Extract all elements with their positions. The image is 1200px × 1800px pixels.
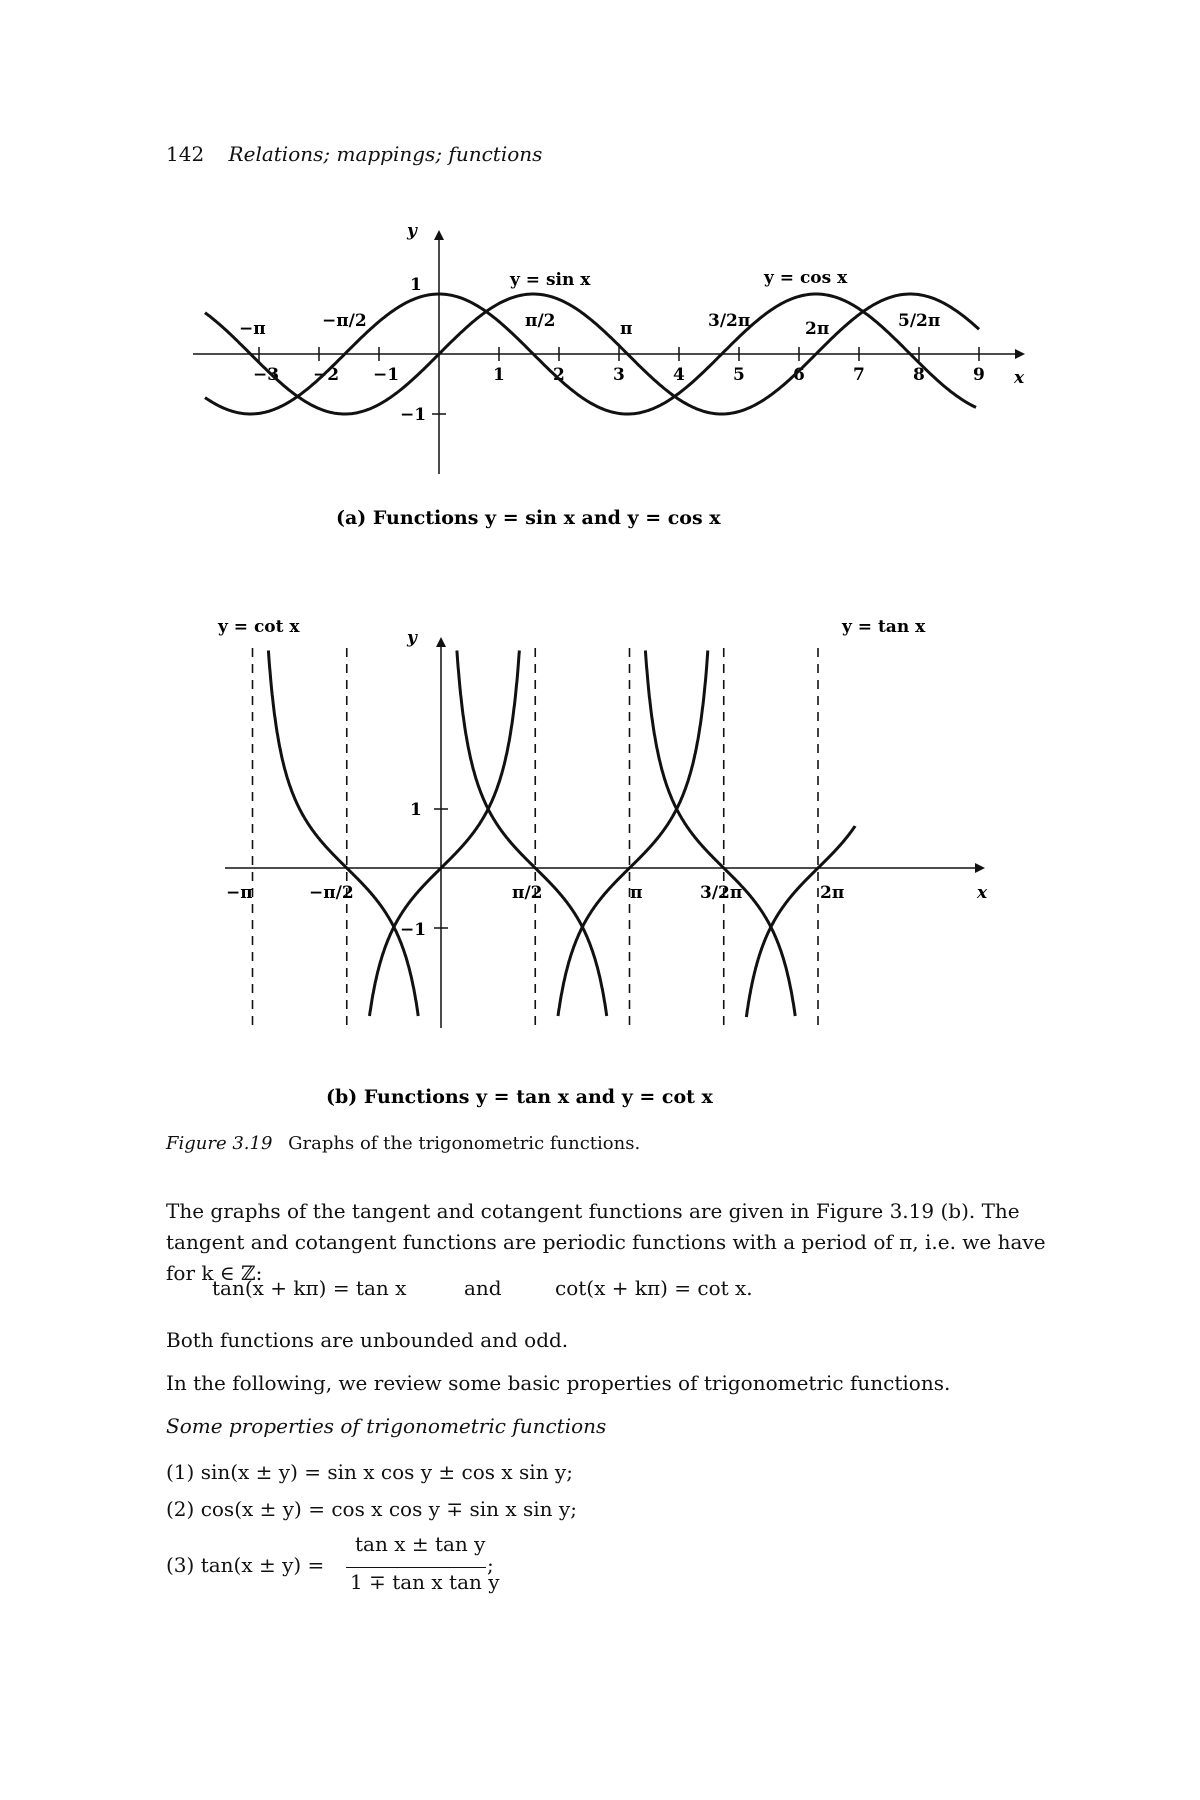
x-tick-label-a: −3	[253, 365, 280, 385]
x-tick-label-a: 8	[913, 365, 925, 385]
cot-curves	[268, 651, 795, 1017]
figure-caption	[166, 1133, 640, 1154]
caption-a: (a) Functions y = sin x and y = cos x	[336, 507, 721, 529]
property-2: (2) cos(x ± y) = cos x cos y ∓ sin x sin y;	[166, 1497, 577, 1521]
pi-label-neg-pi-a: −π	[239, 319, 266, 339]
cos-curve-label: y = cos x	[764, 268, 848, 288]
pi-label-neg-pi-b: −π	[226, 883, 253, 903]
y-axis-label-b: y	[407, 628, 417, 648]
tan-curves	[370, 651, 856, 1018]
property-3-numerator: tan x ± tan y	[355, 1532, 486, 1556]
x-tick-label-a: −1	[373, 365, 400, 385]
pi-label-pi-a: π	[620, 319, 633, 339]
x-tick-label-a: 3	[613, 365, 625, 385]
x-tick-label-a: 6	[793, 365, 805, 385]
tan-branch	[370, 651, 520, 1017]
asymptotes-b	[253, 648, 818, 1028]
caption-b: (b) Functions y = tan x and y = cot x	[326, 1086, 713, 1108]
properties-title: Some properties of trigonometric functions	[166, 1414, 607, 1438]
property-3-fraction-bar	[346, 1567, 486, 1568]
equation-cot-period: cot(x + kπ) = cot x.	[555, 1276, 753, 1300]
paragraph-tangent-cotangent: The graphs of the tangent and cotangent functions are given in Figure 3.19 (b). The tangent and cotangent functions are periodic functions with a period of π, i.e. we have for k ∈ ℤ:	[166, 1199, 1046, 1285]
pi-label-three-half-pi-a: 3/2π	[708, 311, 751, 331]
equation-tan-period: tan(x + kπ) = tan x	[212, 1276, 407, 1300]
figure-caption-text: Graphs of the trigonometric functions.	[288, 1133, 641, 1154]
x-tick-label-a: 7	[853, 365, 865, 385]
paragraph-review: In the following, we review some basic properties of trigonometric functions.	[166, 1371, 951, 1395]
pi-label-neg-half-pi-b: −π/2	[309, 883, 354, 903]
running-title: Relations; mappings; functions	[228, 142, 543, 166]
pi-label-three-half-pi-b: 3/2π	[700, 883, 743, 903]
tan-branch	[558, 651, 708, 1017]
pi-label-half-pi-b: π/2	[512, 883, 543, 903]
y-axis-label-a: y	[407, 221, 417, 241]
x-axis-arrow-b	[975, 863, 985, 873]
y-tick-label-neg1-a: −1	[400, 405, 427, 425]
x-tick-label-a: 5	[733, 365, 745, 385]
x-tick-label-a: 4	[673, 365, 685, 385]
sin-curve-label: y = sin x	[510, 270, 591, 290]
pi-label-five-half-pi-a: 5/2π	[898, 311, 941, 331]
pi-label-two-pi-a: 2π	[805, 319, 830, 339]
tan-curve-label: y = tan x	[842, 617, 926, 637]
x-tick-label-a: 1	[493, 365, 505, 385]
x-tick-label-a: −2	[313, 365, 340, 385]
y-axis-arrow-b	[436, 637, 446, 647]
pi-label-neg-half-pi-a: −π/2	[322, 311, 367, 331]
y-tick-label-1-b: 1	[410, 800, 422, 820]
pi-label-pi-b: π	[630, 883, 643, 903]
equation-and: and	[464, 1276, 502, 1300]
paragraph-unbounded-odd: Both functions are unbounded and odd.	[166, 1328, 569, 1352]
x-axis-label-a: x	[1014, 368, 1025, 388]
cot-branch	[645, 651, 795, 1017]
property-3-end: ;	[487, 1553, 494, 1577]
y-tick-label-neg1-b: −1	[400, 920, 427, 940]
x-tick-label-a: 2	[553, 365, 565, 385]
cot-curve-label: y = cot x	[218, 617, 300, 637]
y-tick-label-1-a: 1	[410, 275, 422, 295]
figure-number: Figure 3.19	[166, 1133, 273, 1154]
axes-b	[225, 637, 985, 1028]
pi-label-half-pi-a: π/2	[525, 311, 556, 331]
property-3-denominator: 1 ∓ tan x tan y	[350, 1570, 500, 1594]
x-tick-label-a: 9	[973, 365, 985, 385]
property-1: (1) sin(x ± y) = sin x cos y ± cos x sin y;	[166, 1460, 573, 1484]
tan-branch	[746, 826, 855, 1017]
page-number: 142	[166, 142, 205, 166]
pi-label-two-pi-b: 2π	[820, 883, 845, 903]
cot-branch	[268, 651, 418, 1017]
x-axis-label-b: x	[977, 883, 988, 903]
property-3-lhs: (3) tan(x ± y) =	[166, 1553, 325, 1577]
cot-branch	[457, 651, 607, 1017]
